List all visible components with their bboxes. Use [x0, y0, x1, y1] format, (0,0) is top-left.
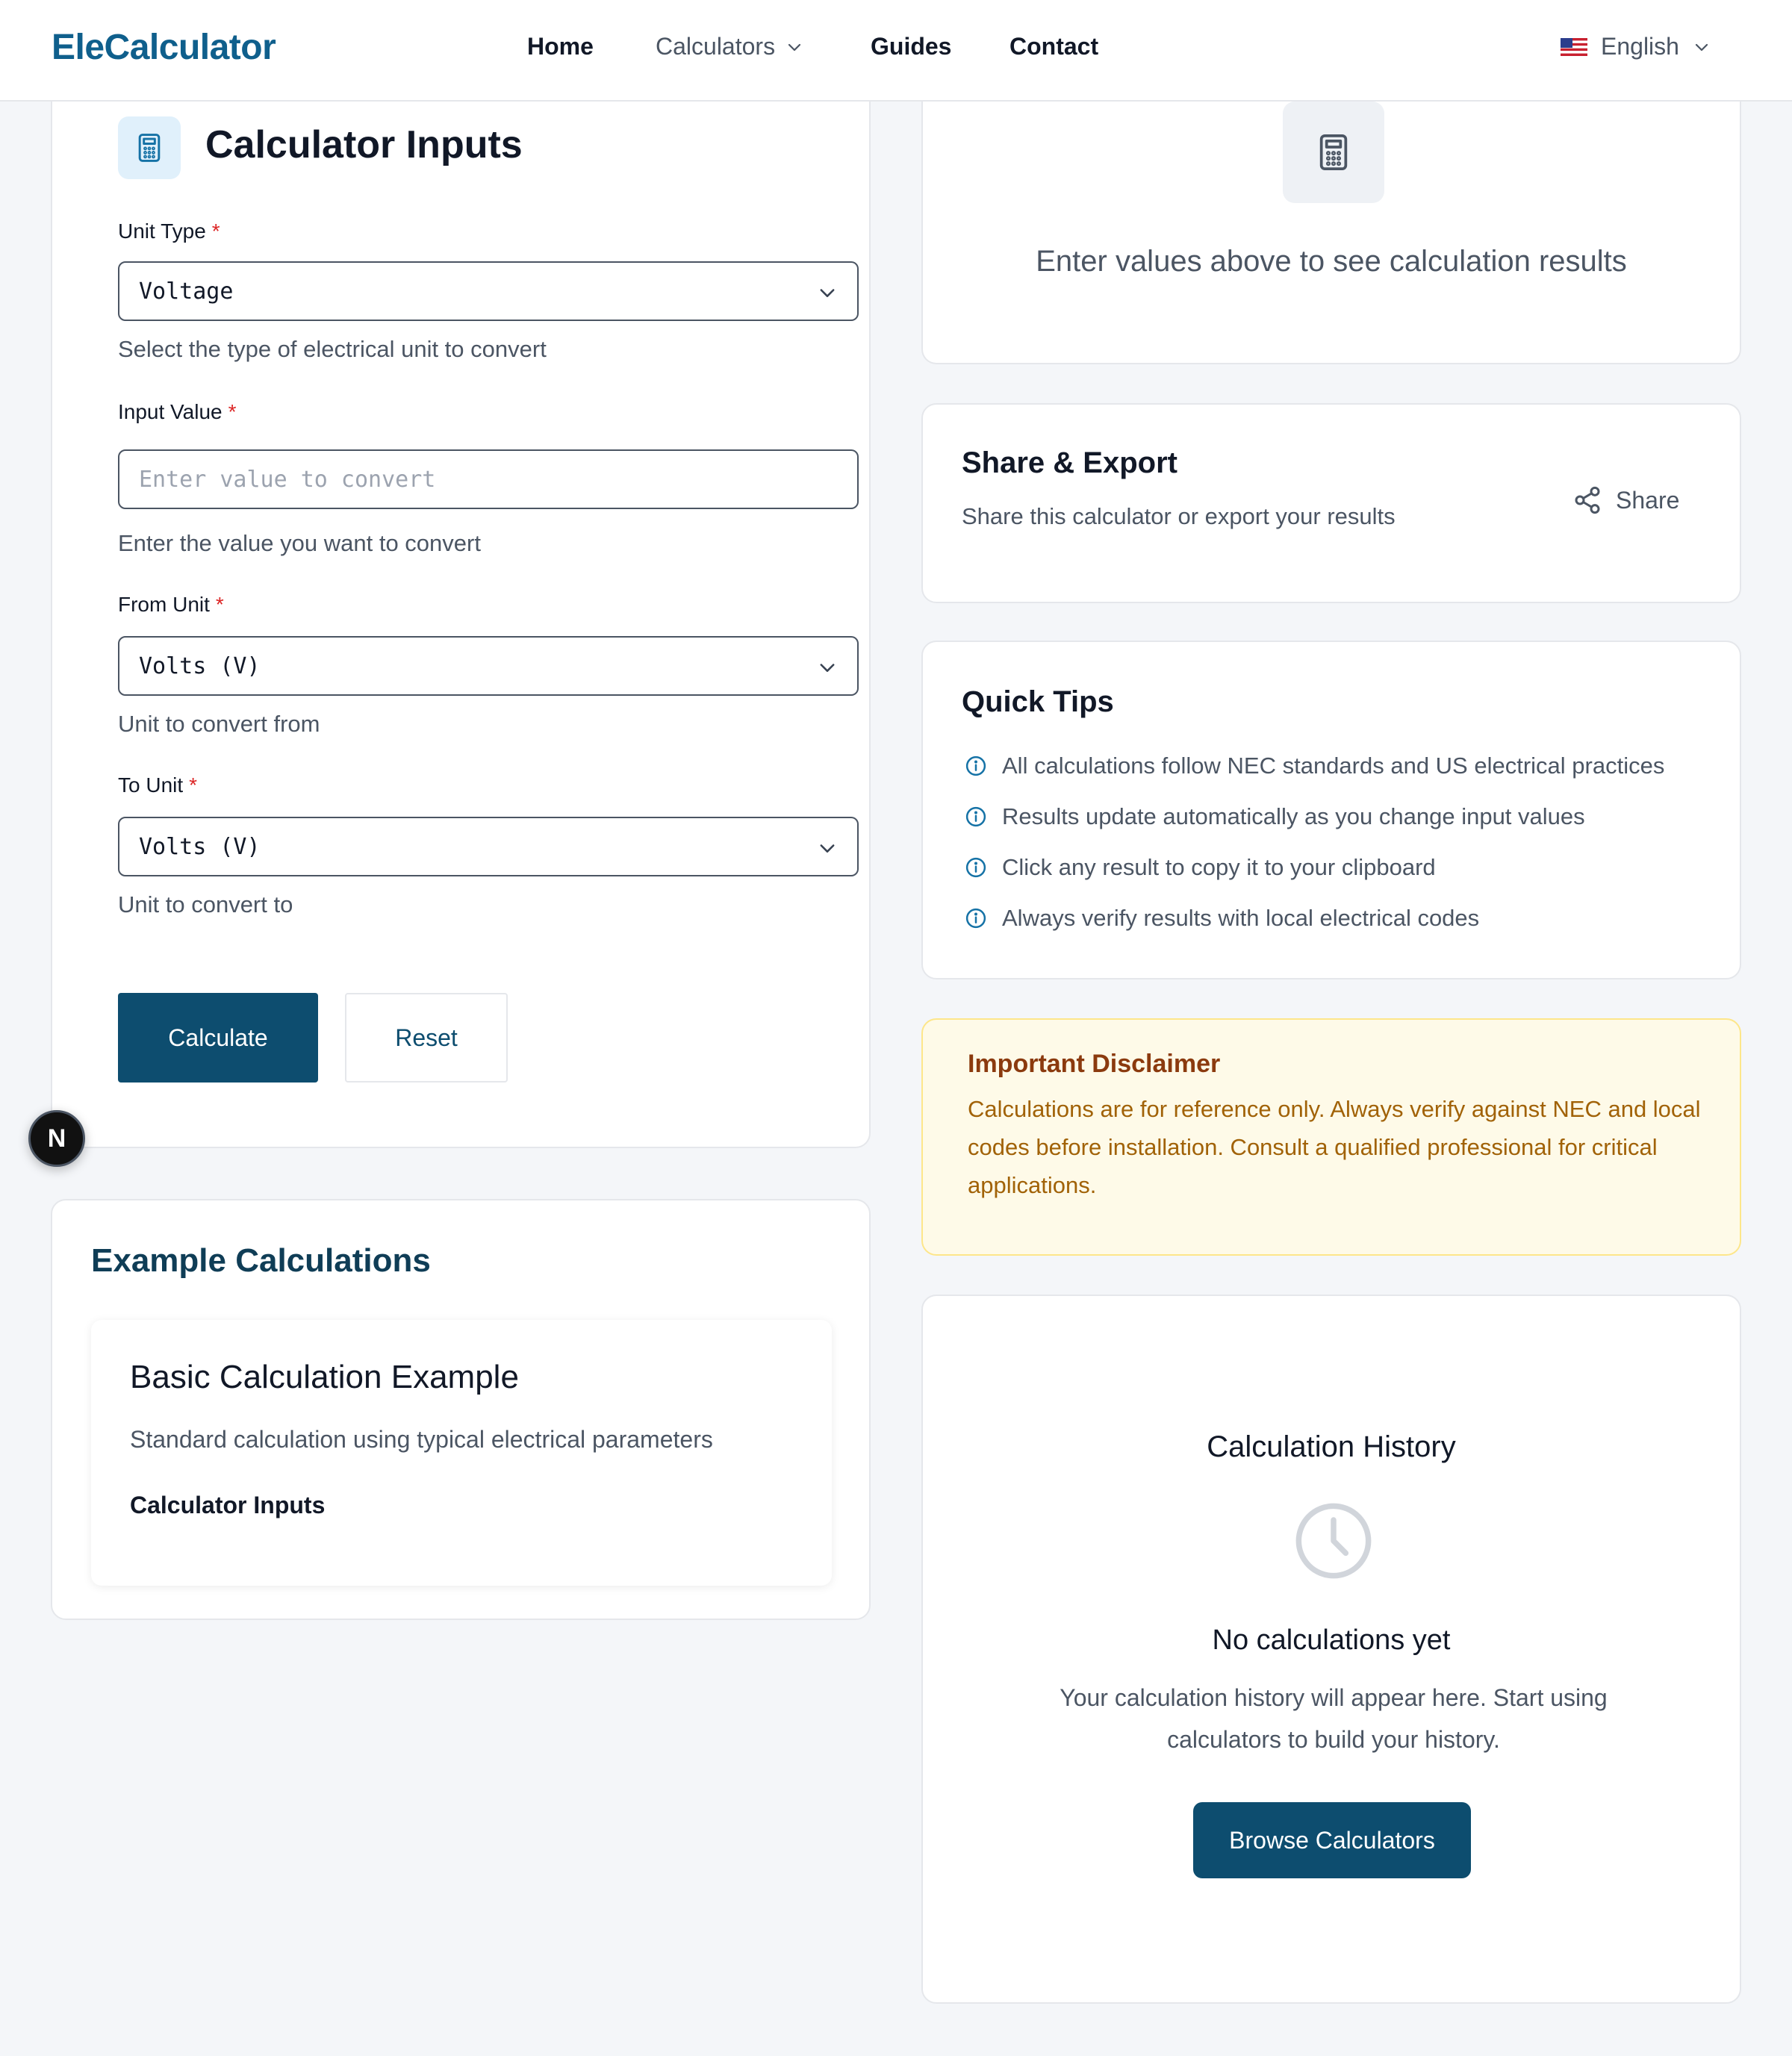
tip-text: Always verify results with local electrical codes	[1002, 905, 1480, 931]
info-icon	[965, 755, 987, 777]
reset-button[interactable]: Reset	[345, 993, 508, 1082]
tip-text: All calculations follow NEC standards and US electrical practices	[1002, 753, 1665, 779]
history-empty-title: No calculations yet	[1212, 1624, 1451, 1656]
chevron-down-icon	[817, 657, 838, 678]
to-unit-select[interactable]	[118, 817, 859, 876]
example-item[interactable]	[91, 1320, 832, 1586]
calculation-history-card	[921, 1295, 1741, 2004]
unit-type-help: Select the type of electrical unit to convert	[118, 336, 547, 362]
to-unit-value: Volts (V)	[139, 833, 261, 860]
required-mark: *	[215, 593, 224, 616]
share-icon	[1572, 485, 1602, 515]
tip-text: Results update automatically as you change input values	[1002, 803, 1585, 829]
tip-item	[965, 803, 1585, 830]
input-value-help: Enter the value you want to convert	[118, 530, 481, 556]
tip-item	[965, 854, 1436, 881]
calculator-inputs-title: Calculator Inputs	[205, 123, 523, 166]
nav-guides[interactable]	[871, 33, 951, 60]
tip-item	[965, 753, 1664, 779]
history-empty-text: Your calculation history will appear here. Start using calculators to build your history.	[1060, 1684, 1608, 1753]
share-button[interactable]	[1572, 485, 1679, 515]
share-title: Share & Export	[962, 446, 1177, 479]
tip-text: Click any result to copy it to your clipboard	[1002, 854, 1436, 880]
to-unit-label: To Unit *	[118, 773, 198, 797]
from-unit-select[interactable]	[118, 636, 859, 696]
us-flag-icon	[1561, 38, 1587, 56]
language-label: English	[1601, 33, 1679, 60]
nav-contact-label: Contact	[1009, 33, 1099, 60]
example-calculations-title: Example Calculations	[91, 1242, 431, 1279]
input-value-label: Input Value *	[118, 400, 237, 423]
site-header	[0, 0, 1792, 102]
required-mark: *	[211, 219, 220, 243]
required-mark: *	[228, 400, 237, 423]
language-selector[interactable]	[1561, 33, 1711, 60]
history-title: Calculation History	[1207, 1430, 1456, 1463]
nav-home[interactable]	[527, 33, 594, 60]
nav-home-label: Home	[527, 33, 594, 60]
example-item-description: Standard calculation using typical electrical parameters	[130, 1426, 713, 1453]
browse-calculators-button[interactable]: Browse Calculators	[1193, 1802, 1471, 1878]
clock-icon	[1292, 1499, 1375, 1583]
to-unit-help: Unit to convert to	[118, 891, 293, 918]
required-mark: *	[189, 773, 198, 797]
calculate-button[interactable]: Calculate	[118, 993, 318, 1082]
calculator-inputs-card	[51, 60, 871, 1148]
disclaimer-card	[921, 1018, 1741, 1256]
nav-calculators[interactable]	[656, 33, 803, 60]
from-unit-value: Volts (V)	[139, 652, 261, 679]
chevron-down-icon	[1693, 38, 1711, 56]
chevron-down-icon	[817, 282, 838, 303]
unit-type-label: Unit Type *	[118, 219, 220, 243]
calculator-icon	[1283, 102, 1384, 203]
example-item-inputs-heading: Calculator Inputs	[130, 1492, 326, 1518]
share-button-label: Share	[1616, 486, 1680, 514]
quick-tips-card	[921, 641, 1741, 979]
nav-calculators-label: Calculators	[656, 33, 776, 60]
info-icon	[965, 806, 987, 828]
chevron-down-icon	[817, 838, 838, 859]
disclaimer-title: Important Disclaimer	[968, 1050, 1221, 1078]
info-icon	[965, 856, 987, 879]
results-empty-text: Enter values above to see calculation results	[1036, 245, 1627, 278]
results-card	[921, 60, 1741, 364]
chevron-down-icon	[785, 38, 803, 56]
nextjs-badge-icon[interactable]: N	[28, 1110, 85, 1167]
from-unit-label: From Unit *	[118, 593, 224, 616]
input-value-placeholder: Enter value to convert	[139, 466, 436, 493]
input-value-field[interactable]	[118, 449, 859, 509]
unit-type-select[interactable]	[118, 261, 859, 321]
site-logo[interactable]: EleCalculator	[52, 28, 276, 67]
quick-tips-title: Quick Tips	[962, 685, 1114, 718]
share-export-card	[921, 403, 1741, 603]
from-unit-help: Unit to convert from	[118, 711, 320, 737]
calculator-icon	[118, 116, 181, 179]
nav-contact[interactable]	[1009, 33, 1098, 60]
unit-type-value: Voltage	[139, 278, 234, 305]
nav-guides-label: Guides	[871, 33, 952, 60]
disclaimer-text: Calculations are for reference only. Always verify against NEC and local codes before installation. Consult a qualified professional for critical applications.	[968, 1096, 1701, 1198]
info-icon	[965, 907, 987, 929]
tip-item	[965, 905, 1479, 932]
example-item-title: Basic Calculation Example	[130, 1359, 519, 1395]
example-calculations-card	[51, 1199, 871, 1620]
share-description: Share this calculator or export your results	[962, 503, 1396, 529]
